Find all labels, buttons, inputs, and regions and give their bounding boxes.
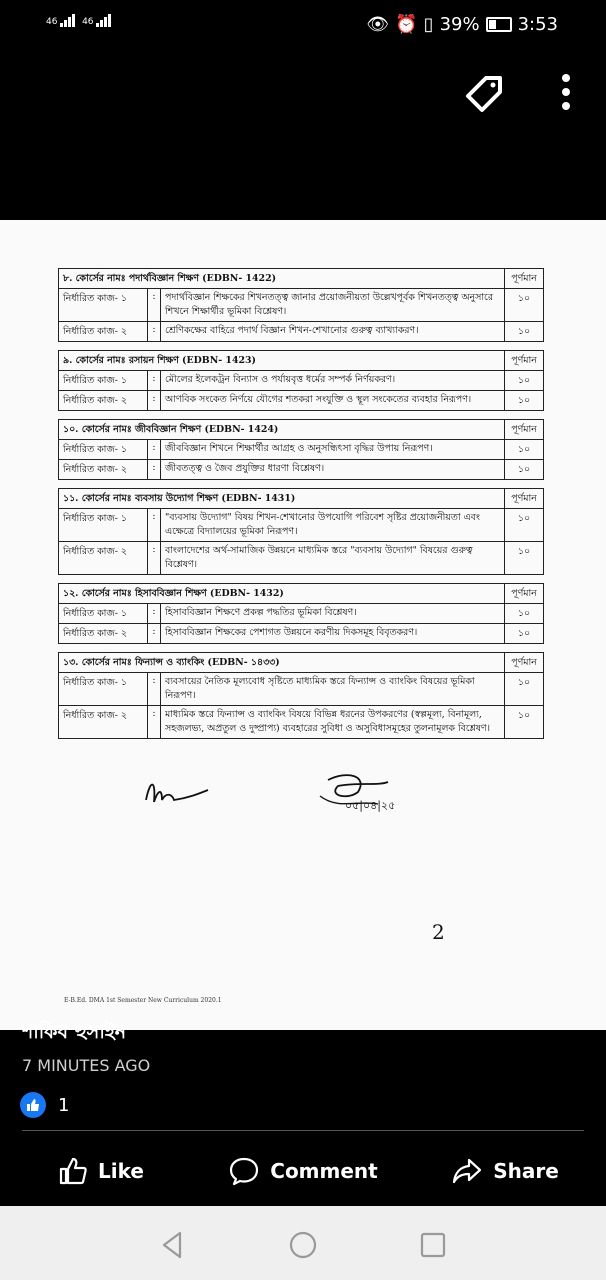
alarm-icon: ⏰ [395, 14, 418, 35]
course-title: ১১. কোর্সের নামঃ ব্যবসায় উদ্যোগ শিক্ষণ (EDBN- 1431) [63, 493, 296, 504]
task-description: হিসাববিজ্ঞান শিক্ষণে প্রকল্প পদ্ধতির ভূমিকা বিশ্লেষণ। [165, 607, 357, 618]
full-marks-label: পূর্ণমান [504, 351, 543, 370]
reaction-summary[interactable] [20, 1092, 69, 1118]
task-description: বাংলাদেশের অর্থ-সামাজিক উন্নয়নে মাধ্যমিক স্তরে "ব্যবসায় উদ্যোগ" বিষয়ের গুরুত্ব বিশ্লেষণ। [165, 545, 473, 570]
full-marks-label: পূর্ণমান [504, 420, 543, 439]
battery-percent: 39% [439, 14, 480, 35]
course-block [58, 419, 544, 480]
task-row [59, 705, 543, 738]
task-separator: : [148, 391, 161, 410]
task-separator: : [148, 542, 161, 574]
course-block [58, 488, 544, 575]
task-row [59, 370, 543, 390]
task-description: শ্রেণিকক্ষের বাহিরে পদার্থ বিজ্ঞান শিখন-শেখানোর গুরুত্ব ব্যাখ্যাকরণ। [165, 325, 419, 336]
comment-icon [228, 1156, 260, 1186]
post-timestamp: 7 MINUTES AGO [22, 1056, 151, 1075]
task-separator: : [148, 706, 161, 738]
thumbs-up-icon [58, 1156, 88, 1186]
task-description: "ব্যবসায় উদ্যোগ" বিষয় শিখন-শেখানোর উপযোগি পরিবেশ সৃষ্টির প্রয়োজনীয়তা এবং এক্ষেত্রে বিদ্যালয়ের ভূমিকা নিরূপণ। [165, 512, 480, 537]
task-row [59, 459, 543, 479]
course-block [58, 350, 544, 411]
eye-icon: 👁 [366, 14, 390, 35]
task-row [59, 623, 543, 643]
task-row [59, 288, 543, 321]
system-nav-bar [0, 1206, 606, 1280]
sim2-label: 46 [82, 17, 94, 27]
task-row [59, 439, 543, 459]
full-marks-label: পূর্ণমান [504, 584, 543, 603]
comment-button[interactable] [202, 1140, 404, 1202]
course-block [58, 268, 544, 342]
task-description: ব্যবসায়ের নৈতিক মূল্যবোধ সৃষ্টিতে মাধ্যমিক স্তরে ফিন্যান্স ও ব্যাংকিং বিষয়ের ভূমিকা নিরূপণ। [165, 676, 475, 701]
home-icon[interactable] [288, 1230, 318, 1260]
task-separator: : [148, 289, 161, 321]
status-bar [0, 0, 606, 52]
task-description: মৌলের ইলেকট্রন বিন্যাস ও পর্যায়বৃত্ত ধর্মের সম্পর্ক নির্ণয়করণ। [165, 374, 396, 385]
task-separator: : [148, 604, 161, 623]
share-icon [451, 1156, 483, 1186]
course-title: ১০. কোর্সের নামঃ জীববিজ্ঞান শিক্ষণ (EDBN- 1424) [63, 424, 279, 435]
course-title: ১২. কোর্সের নামঃ হিসাববিজ্ঞান শিক্ষণ (EDBN- 1432) [63, 588, 284, 599]
task-row [59, 321, 543, 341]
full-marks-label: পূর্ণমান [504, 269, 543, 288]
course-title: ৮. কোর্সের নামঃ পদার্থবিজ্ঞান শিক্ষণ (EDBN- 1422) [63, 273, 277, 284]
task-separator: : [148, 624, 161, 643]
task-marks: ১০ [504, 509, 543, 541]
task-label: নির্ধারিত কাজ- ২ [59, 624, 148, 643]
task-marks: ১০ [504, 440, 543, 459]
post-author[interactable]: শাকিব হুসাইন [22, 1021, 127, 1043]
more-options-icon[interactable] [556, 70, 576, 114]
course-block [58, 652, 544, 739]
assignment-table [58, 268, 544, 747]
task-label: নির্ধারিত কাজ- ১ [59, 604, 148, 623]
task-label: নির্ধারিত কাজ- ২ [59, 542, 148, 574]
tag-icon[interactable] [462, 70, 506, 114]
share-label: Share [493, 1159, 559, 1183]
course-title: ১৩. কোর্সের নামঃ ফিন্যান্স ও ব্যাংকিং (EDBN- ১৪৩৩) [63, 657, 280, 668]
like-count: 1 [58, 1094, 70, 1116]
full-marks-label: পূর্ণমান [504, 489, 543, 508]
signatures [58, 770, 544, 860]
footer-note: E-B.Ed. DMA 1st Semester New Curriculum 2020.1 [64, 997, 222, 1004]
task-marks: ১০ [504, 706, 543, 738]
task-label: নির্ধারিত কাজ- ১ [59, 509, 148, 541]
signature-date: ০৫|০৪|২৫ [345, 799, 396, 812]
task-row [59, 672, 543, 705]
task-label: নির্ধারিত কাজ- ১ [59, 371, 148, 390]
task-description: আণবিক সংকেত নির্ণয়ে যৌগের শতকরা সংযুক্তি ও স্থূল সংকেতের ব্যবহার নিরূপণ। [165, 394, 472, 405]
task-marks: ১০ [504, 604, 543, 623]
share-button[interactable] [404, 1140, 606, 1202]
task-row [59, 390, 543, 410]
task-separator: : [148, 322, 161, 341]
task-row [59, 603, 543, 623]
task-label: নির্ধারিত কাজ- ২ [59, 460, 148, 479]
task-description: জীবতত্ত্ব ও জৈব প্রযুক্তির ধারণা বিশ্লেষণ। [165, 463, 325, 474]
photo-viewer-header [0, 52, 606, 220]
battery-icon [486, 17, 512, 32]
task-row [59, 541, 543, 574]
task-label: নির্ধারিত কাজ- ২ [59, 706, 148, 738]
task-marks: ১০ [504, 624, 543, 643]
task-label: নির্ধারিত কাজ- ২ [59, 391, 148, 410]
document-photo[interactable] [0, 220, 606, 1030]
task-label: নির্ধারিত কাজ- ১ [59, 673, 148, 705]
task-marks: ১০ [504, 371, 543, 390]
post-actions [0, 1140, 606, 1202]
task-separator: : [148, 371, 161, 390]
task-description: জীববিজ্ঞান শিখনে শিক্ষার্থীর আগ্রহ ও অনুসন্ধিৎসা বৃদ্ধির উপায় নিরূপণ। [165, 443, 433, 454]
task-marks: ১০ [504, 391, 543, 410]
signal-indicator [46, 14, 112, 27]
task-separator: : [148, 460, 161, 479]
like-button[interactable] [0, 1140, 202, 1202]
task-marks: ১০ [504, 460, 543, 479]
course-title: ৯. কোর্সের নামঃ রসায়ন শিক্ষণ (EDBN- 1423) [63, 355, 256, 366]
recents-icon[interactable] [418, 1230, 448, 1260]
task-separator: : [148, 509, 161, 541]
clock: 3:53 [517, 14, 558, 35]
task-description: হিসাববিজ্ঞান শিক্ষকের পেশাগত উন্নয়নে করণীয় দিকসমূহ বিবৃতকরণ। [165, 627, 418, 638]
task-description: পদার্থবিজ্ঞান শিক্ষকের শিখনতত্ত্ব জানার প্রয়োজনীয়তা উল্লেখপূর্বক শিখনতত্ত্ব অনুসারে শিখনে শিক্ষার্থীর ভূমিকা বিশ্লেষণ। [165, 292, 493, 317]
task-label: নির্ধারিত কাজ- ২ [59, 322, 148, 341]
task-marks: ১০ [504, 322, 543, 341]
task-marks: ১০ [504, 673, 543, 705]
sim1-label: 46 [46, 17, 58, 27]
task-marks: ১০ [504, 289, 543, 321]
task-description: মাধ্যমিক স্তরে ফিন্যান্স ও ব্যাংকিং বিষয়ে বিভিন্ন ধরনের উপকরণের (স্বল্পমূল্য, বিনামূল্য, সহজলভ্য, অপ্রতুল ও দুষ্প্রাপ্য) ব্যবহারের সুবিধা ও অসুবিধাসমূহের তুলনামূলক বিশ্লেষণ। [165, 709, 490, 734]
task-label: নির্ধারিত কাজ- ১ [59, 289, 148, 321]
full-marks-label: পূর্ণমান [504, 653, 543, 672]
divider [22, 1130, 584, 1131]
task-separator: : [148, 673, 161, 705]
like-label: Like [98, 1159, 144, 1183]
page-mark: 2 [432, 920, 445, 944]
like-reaction-icon [20, 1092, 46, 1118]
task-separator: : [148, 440, 161, 459]
task-label: নির্ধারিত কাজ- ১ [59, 440, 148, 459]
comment-label: Comment [270, 1159, 378, 1183]
vibrate-icon: ▯ [423, 14, 434, 35]
back-icon[interactable] [158, 1230, 188, 1260]
task-marks: ১০ [504, 542, 543, 574]
course-block [58, 583, 544, 644]
task-row [59, 508, 543, 541]
